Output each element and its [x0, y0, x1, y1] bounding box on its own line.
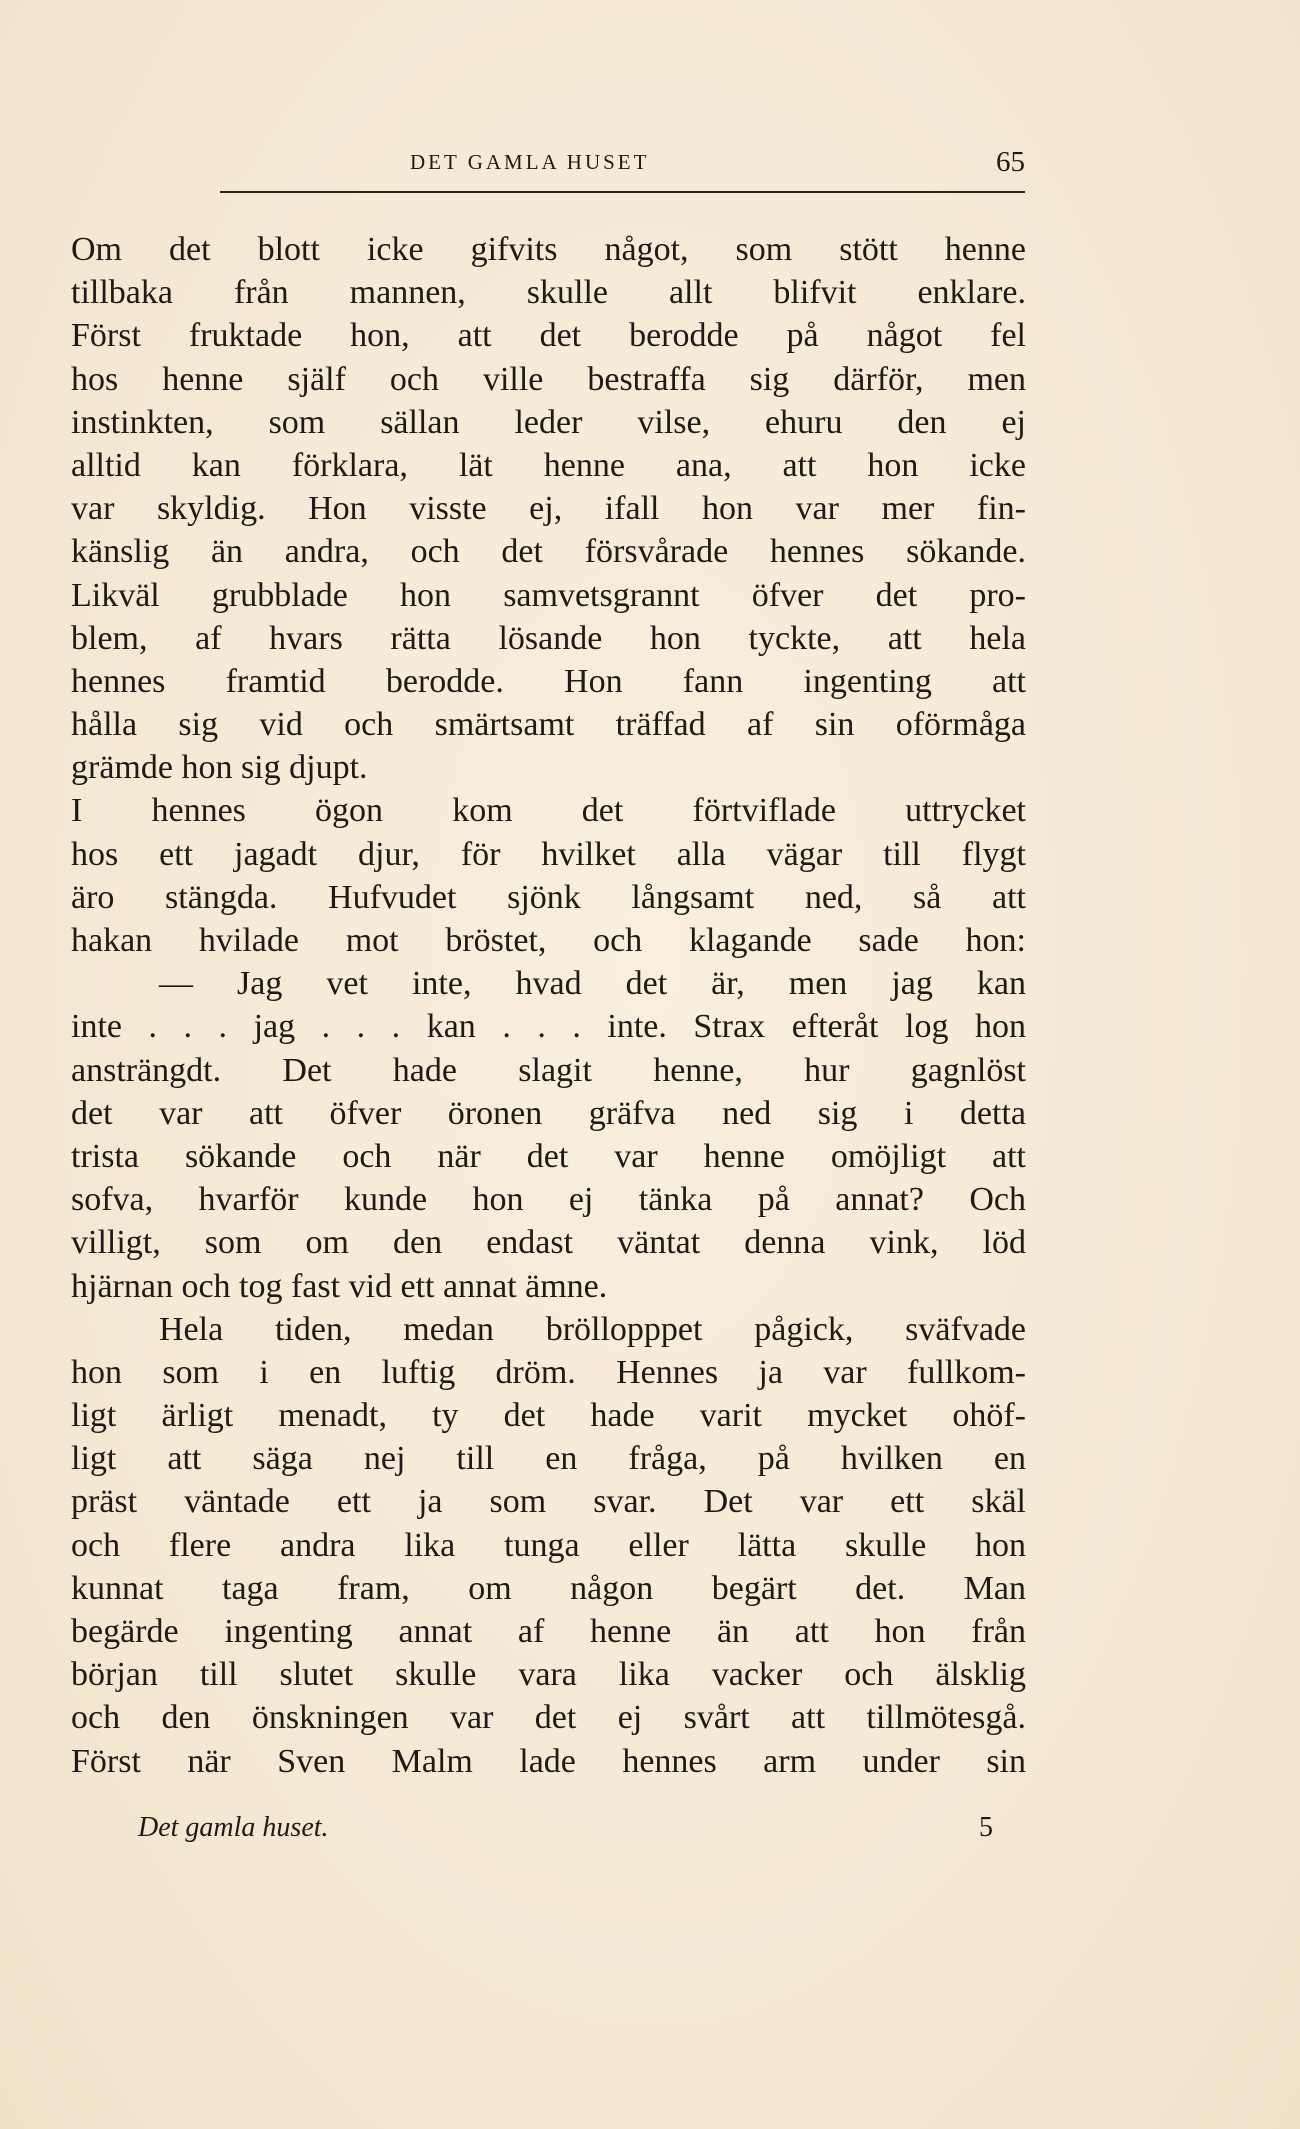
text-line: hos ett jagadt djur, för hvilket alla vägar till flygt — [71, 835, 1026, 873]
text-line: hakan hvilade mot bröstet, och klagande sade hon: — [71, 922, 1026, 959]
text-line: känslig än andra, och det försvårade hennes sökande. — [71, 533, 1026, 571]
text-line: ligt att säga nej till en fråga, på hvilken en — [71, 1440, 1026, 1478]
text-line: hos henne själf och ville bestraffa sig därför, men — [71, 360, 1026, 398]
body-text — [71, 228, 1026, 1783]
text-line: sofva, hvarför kunde hon ej tänka på annat? Och — [71, 1181, 1026, 1219]
text-line: blem, af hvars rätta lösande hon tyckte, att hela — [71, 619, 1026, 657]
text-line: ligt ärligt menadt, ty det hade varit mycket ohöf- — [71, 1397, 1026, 1435]
text-line: I hennes ögon kom det förtviflade uttrycket — [71, 792, 1026, 830]
text-line: inte . . . jag . . . kan . . . inte. Strax efteråt log hon — [71, 1008, 1026, 1046]
text-line: — Jag vet inte, hvad det är, men jag kan — [159, 965, 1026, 1003]
text-line: Likväl grubblade hon samvetsgrannt öfver det pro- — [71, 576, 1026, 614]
footer-book-title: Det gamla huset. — [138, 1812, 329, 1843]
text-line: hjärnan och tog fast vid ett annat ämne. — [71, 1267, 608, 1305]
text-line: ansträngdt. Det hade slagit henne, hur gagnlöst — [71, 1051, 1026, 1089]
header-rule — [220, 191, 1025, 193]
text-line: villigt, som om den endast väntat denna vink, löd — [71, 1224, 1026, 1262]
text-line: början till slutet skulle vara lika vacker och älsklig — [71, 1656, 1026, 1694]
text-line: Hela tiden, medan bröllopppet pågick, sväfvade — [159, 1310, 1026, 1348]
text-line: det var att öfver öronen gräfva ned sig i detta — [71, 1094, 1026, 1132]
text-line: Om det blott icke gifvits något, som stött henne — [71, 231, 1026, 268]
text-line: grämde hon sig djupt. — [71, 749, 368, 787]
text-line: äro stängda. Hufvudet sjönk långsamt ned, så att — [71, 878, 1026, 916]
running-head — [220, 146, 1025, 182]
text-line: kunnat taga fram, om någon begärt det. Man — [71, 1569, 1026, 1607]
text-line: begärde ingenting annat af henne än att hon från — [71, 1613, 1026, 1650]
text-line: alltid kan förklara, lät henne ana, att hon icke — [71, 446, 1026, 484]
running-title: DET GAMLA HUSET — [410, 150, 650, 174]
text-line: var skyldig. Hon visste ej, ifall hon var mer fin- — [71, 490, 1026, 528]
text-line: och den önskningen var det ej svårt att tillmötesgå. — [71, 1699, 1026, 1737]
text-line: hon som i en luftig dröm. Hennes ja var fullkom- — [71, 1353, 1026, 1391]
page-footer — [138, 1812, 993, 1852]
text-line: Först fruktade hon, att det berodde på något fel — [71, 317, 1026, 355]
text-line: och flere andra lika tunga eller lätta skulle hon — [71, 1526, 1026, 1564]
text-line: trista sökande och när det var henne omöjligt att — [71, 1137, 1026, 1175]
signature-mark: 5 — [979, 1812, 993, 1843]
text-line: Först när Sven Malm lade hennes arm under sin — [71, 1742, 1026, 1780]
page-number: 65 — [996, 146, 1025, 178]
text-line: hålla sig vid och smärtsamt träffad af sin oförmåga — [71, 706, 1026, 744]
text-line: instinkten, som sällan leder vilse, ehuru den ej — [71, 403, 1026, 441]
text-line: hennes framtid berodde. Hon fann ingenting att — [71, 662, 1026, 700]
text-line: tillbaka från mannen, skulle allt blifvit enklare. — [71, 274, 1026, 312]
text-line: präst väntade ett ja som svar. Det var ett skäl — [71, 1483, 1026, 1521]
